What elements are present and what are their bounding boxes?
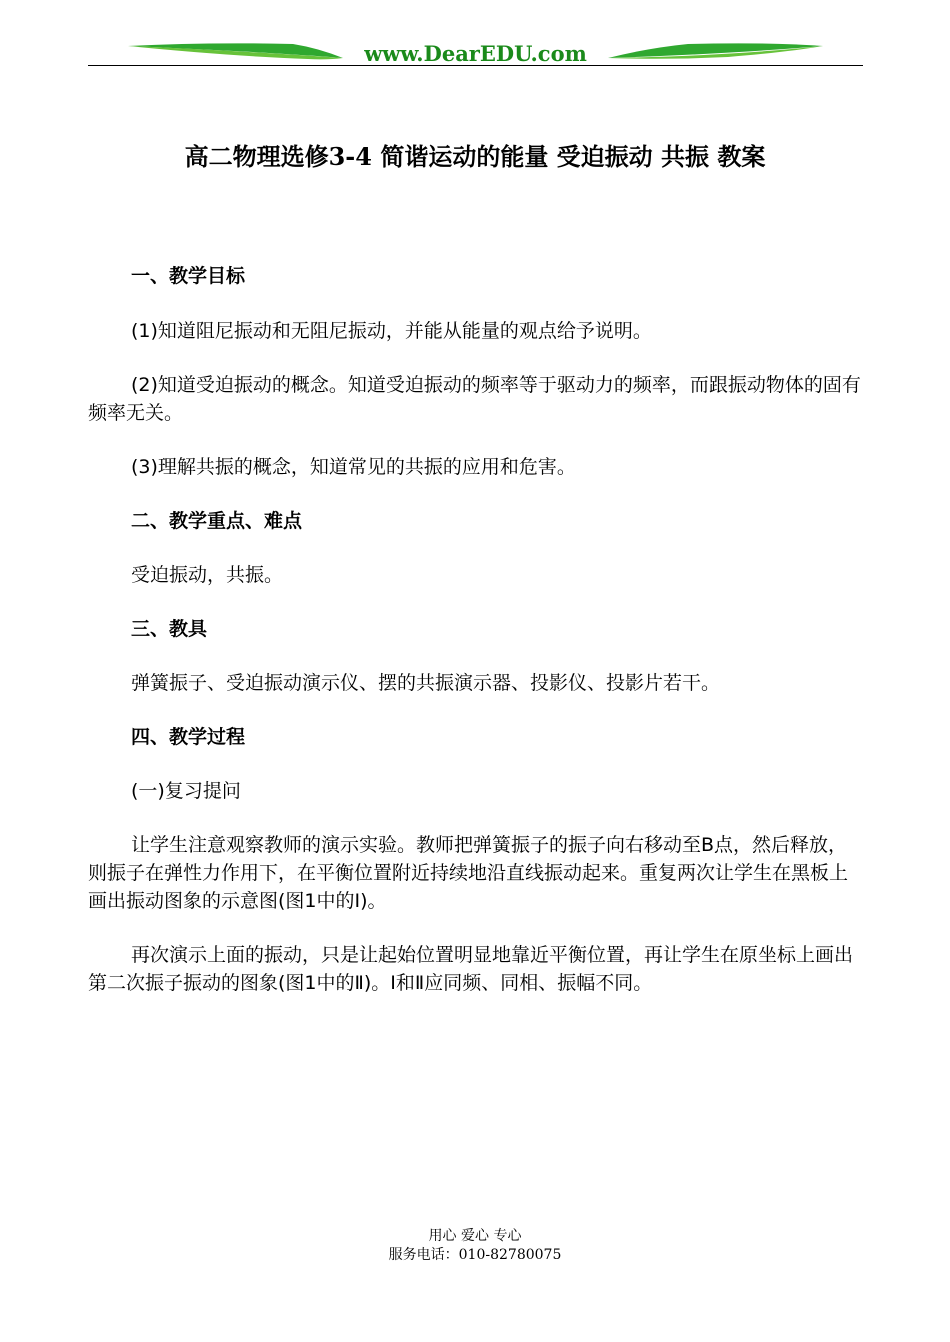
paragraph: (3)理解共振的概念，知道常见的共振的应用和危害。 — [131, 456, 576, 478]
paragraph: 再次演示上面的振动，只是让起始位置明显地靠近平衡位置，再让学生在原坐标上画出第二次振子振动的图象(图1中的Ⅱ)。Ⅰ和Ⅱ应同频、同相、振幅不同。 — [88, 944, 854, 994]
footer-slogan: 用心 爱心 专心 — [428, 1228, 522, 1244]
page-footer — [0, 1227, 950, 1265]
section-heading: 四、教学过程 — [131, 726, 246, 748]
document-body — [88, 260, 864, 997]
paragraph: 弹簧振子、受迫振动演示仪、摆的共振演示器、投影仪、投影片若干。 — [131, 672, 721, 694]
paragraph: (一)复习提问 — [131, 780, 241, 802]
page-header — [88, 38, 863, 70]
header-rule — [88, 65, 863, 66]
section-heading: 三、教具 — [131, 618, 208, 640]
document-title: 高二物理选修3-4 简谐运动的能量 受迫振动 共振 教案 — [184, 142, 766, 171]
site-logo-text: www.DearEDU.com — [364, 41, 587, 66]
footer-phone: 服务电话：010-82780075 — [388, 1247, 562, 1263]
paragraph: (2)知道受迫振动的概念。知道受迫振动的频率等于驱动力的频率，而跟振动物体的固有频率无关。 — [88, 374, 861, 424]
section-heading: 一、教学目标 — [131, 265, 246, 287]
section-heading: 二、教学重点、难点 — [131, 510, 303, 532]
paragraph: (1)知道阻尼振动和无阻尼振动，并能从能量的观点给予说明。 — [131, 320, 652, 342]
paragraph: 让学生注意观察教师的演示实验。教师把弹簧振子的振子向右移动至B点，然后释放，则振子在弹性力作用下，在平衡位置附近持续地沿直线振动起来。重复两次让学生在黑板上画出振动图象的示意图(图1中的Ⅰ)。 — [88, 834, 849, 912]
paragraph: 受迫振动，共振。 — [131, 564, 284, 586]
